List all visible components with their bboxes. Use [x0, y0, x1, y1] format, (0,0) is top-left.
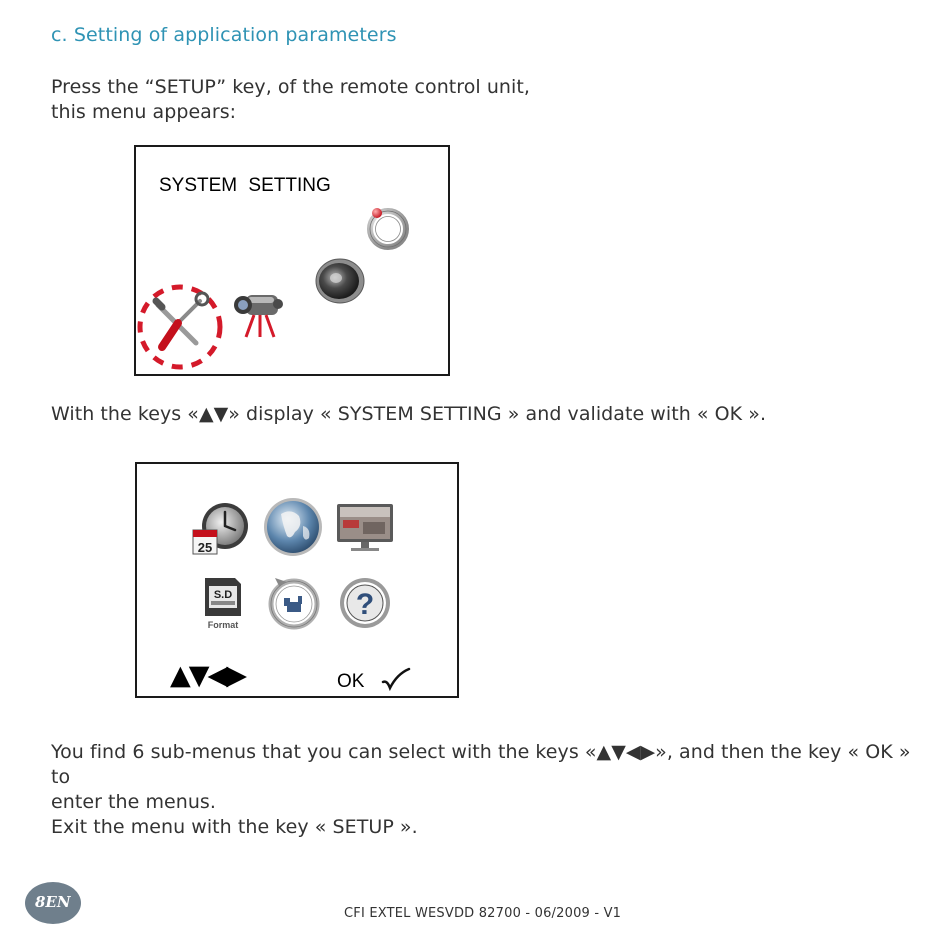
setup-menu-screenshot — [134, 145, 450, 376]
intro-line-1: Press the “SETUP” key, of the remote control unit, — [51, 76, 530, 98]
intro-paragraph — [51, 75, 530, 125]
power-ring-icon — [362, 199, 414, 253]
document-footer: CFI EXTEL WESVDD 82700 - 06/2009 - V1 — [344, 906, 622, 921]
intro-line-2: this menu appears: — [51, 101, 237, 123]
tools-icon — [136, 277, 228, 372]
instruction-line-3: Exit the menu with the key « SETUP ». — [51, 816, 418, 838]
instruction-select-system: With the keys «▲▼» display « SYSTEM SETTING » and validate with « OK ». — [51, 403, 767, 425]
nav-arrow-keys: ▲▼◀▶ — [170, 660, 246, 691]
page-number-badge: 8EN — [35, 893, 71, 911]
calendar-day: 25 — [197, 540, 213, 555]
checkmark-icon — [381, 666, 411, 692]
format-label: Format — [207, 620, 239, 630]
section-heading: c. Setting of application parameters — [51, 24, 397, 46]
instruction-line-2: enter the menus. — [51, 791, 216, 813]
clock-calendar-icon — [191, 500, 253, 558]
system-setting-screenshot — [135, 462, 459, 698]
sd-label: S.D — [213, 589, 233, 601]
globe-icon — [261, 496, 325, 558]
ok-label: OK — [337, 671, 365, 692]
instruction-line-1: You find 6 sub-menus that you can select with the keys «▲▼◀▶», and then the key « OK » to — [51, 741, 911, 788]
instruction-navigation — [51, 740, 921, 840]
speaker-icon — [312, 255, 368, 307]
camera-icon — [232, 287, 286, 341]
help-icon — [337, 574, 393, 632]
reset-icon — [265, 576, 323, 632]
setup-screen-title: SYSTEM SETTING — [159, 175, 331, 196]
monitor-icon — [333, 500, 397, 556]
sd-card-format-icon — [197, 576, 249, 632]
svg-text:?: ? — [355, 588, 375, 621]
